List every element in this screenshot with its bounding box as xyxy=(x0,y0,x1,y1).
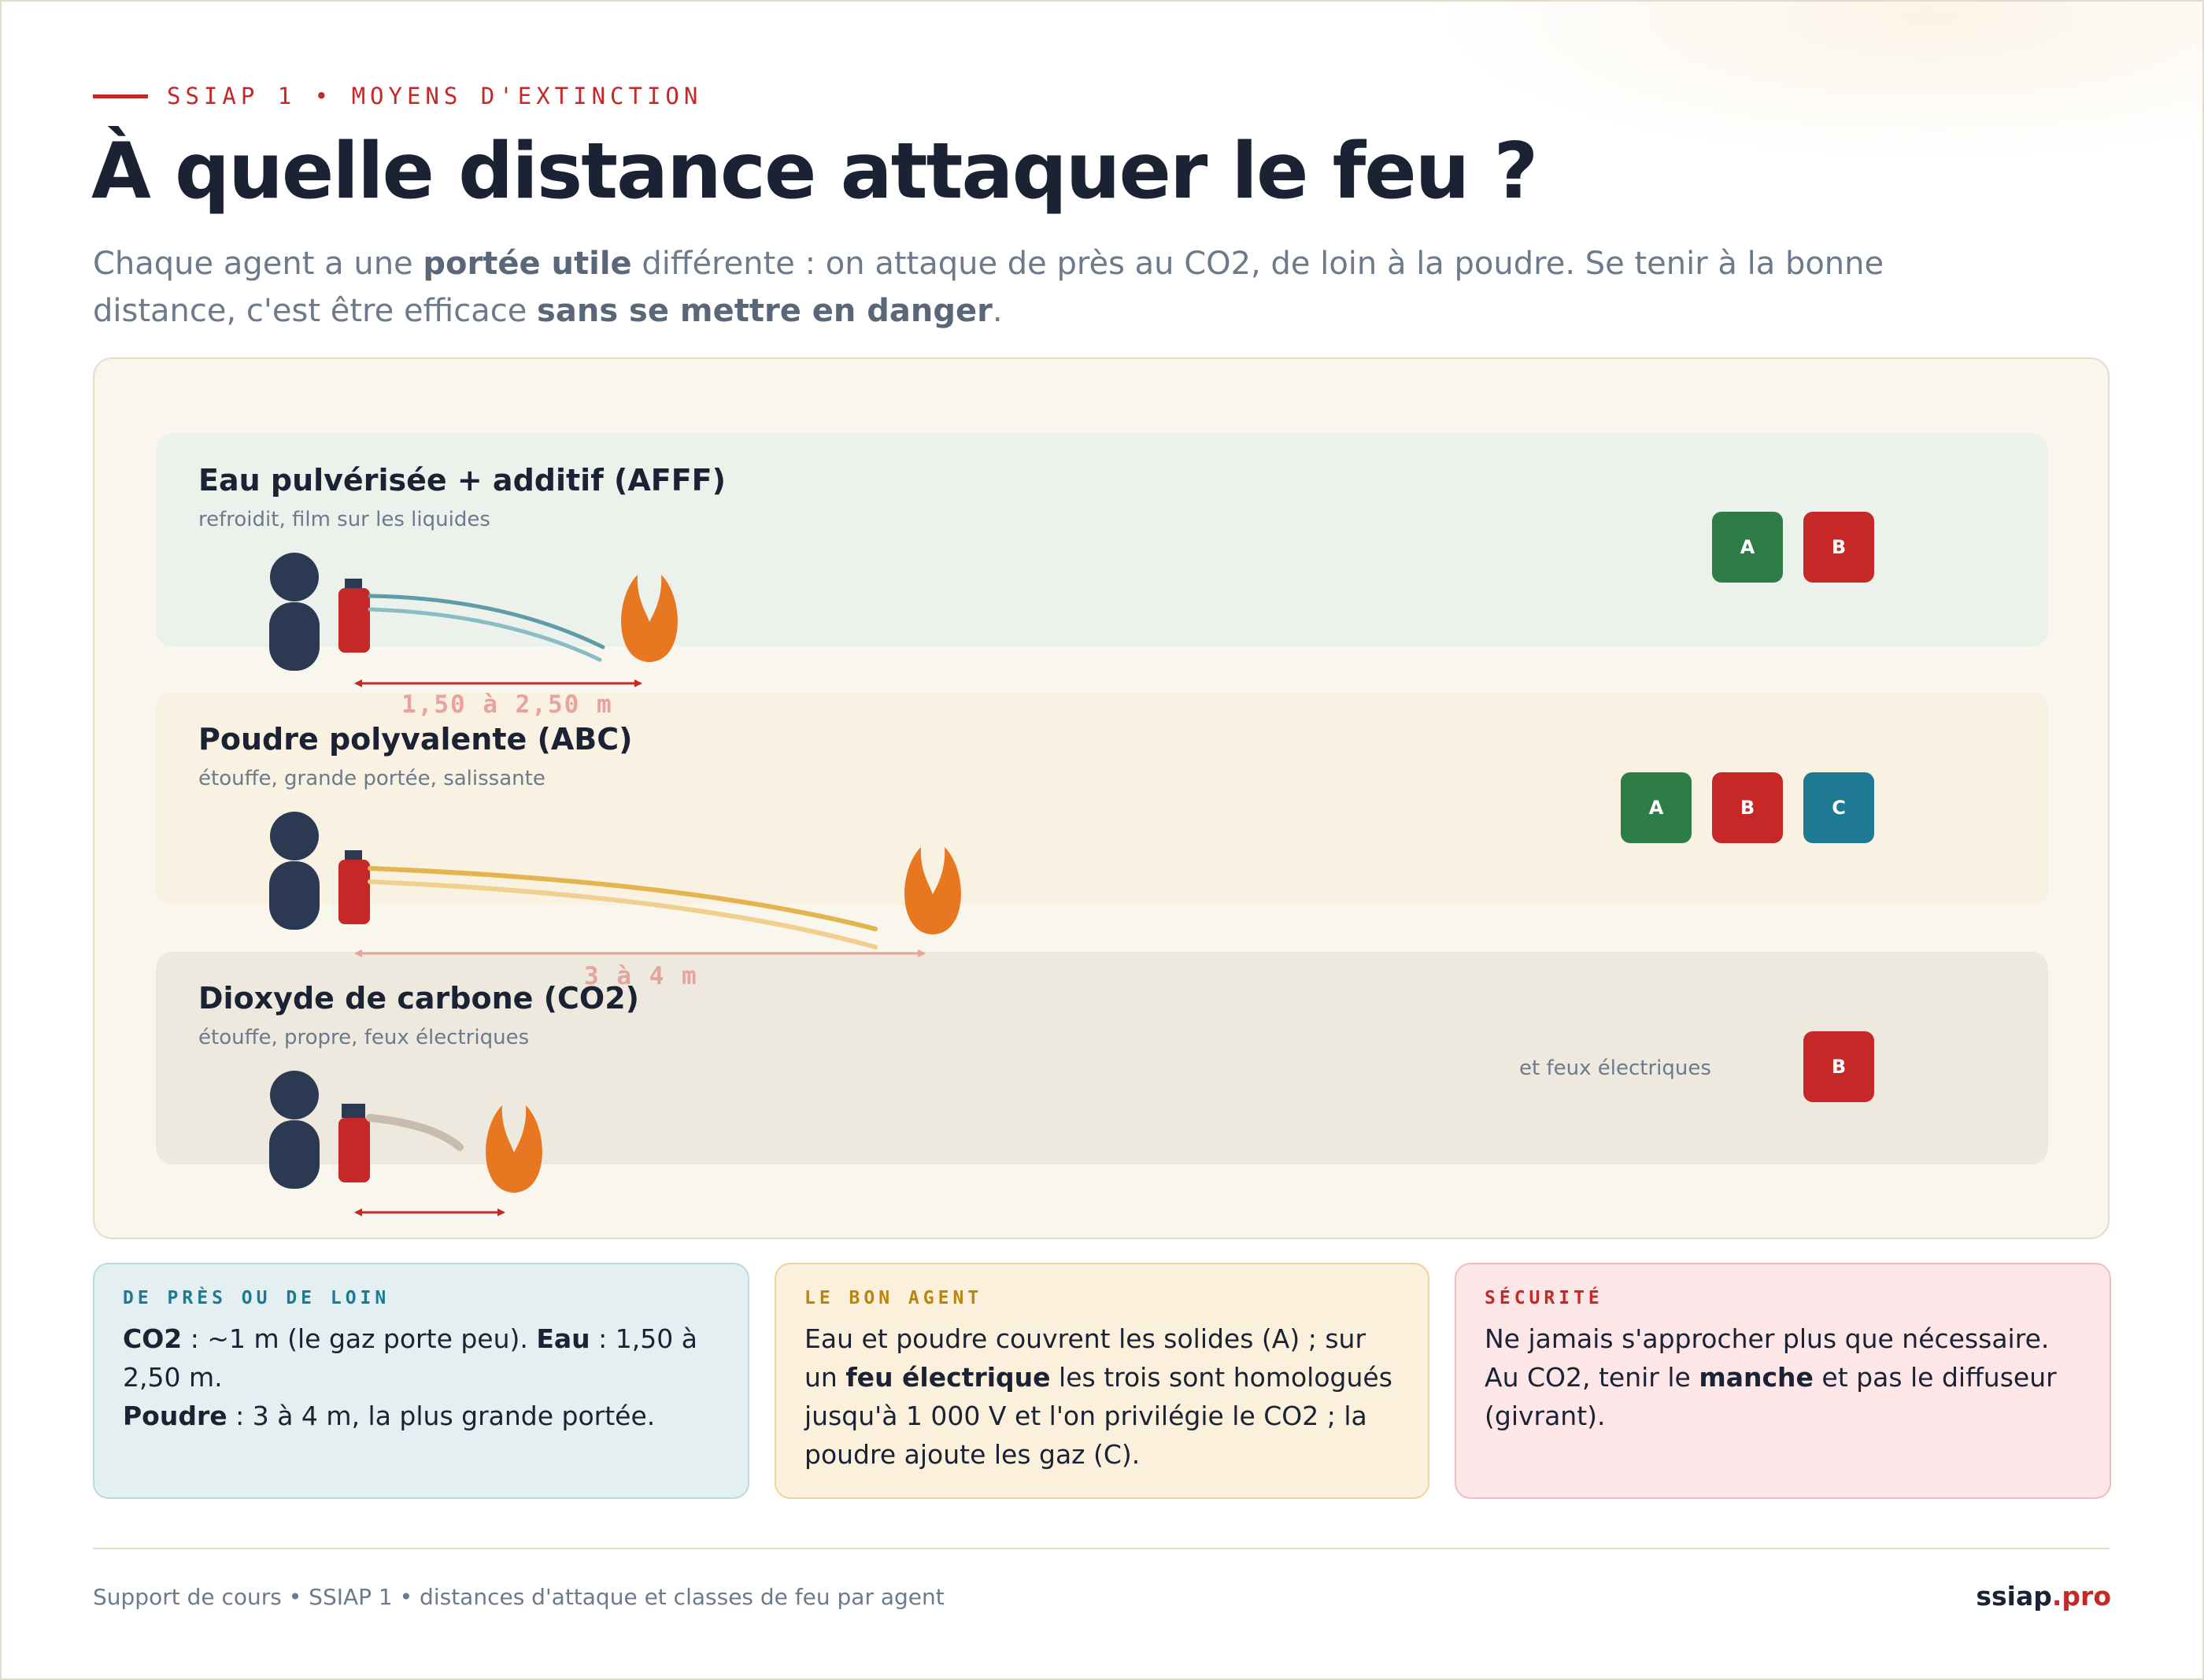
footer-divider xyxy=(93,1548,2110,1549)
card-label: SÉCURITÉ xyxy=(1485,1288,1603,1308)
agent-title-water: Eau pulvérisée + additif (AFFF) xyxy=(198,463,726,498)
brand-logo: ssiap.pro xyxy=(1976,1581,2111,1612)
agent-title-co2: Dioxyde de carbone (CO2) xyxy=(198,981,639,1016)
eyebrow-text: SSIAP 1 • MOYENS D'EXTINCTION xyxy=(167,83,703,109)
lead-text-3: . xyxy=(992,293,1003,329)
distance-label-water: 1,50 à 2,50 m xyxy=(401,690,613,719)
distance-label-powder: 3 à 4 m xyxy=(584,962,698,990)
eyebrow xyxy=(93,83,702,109)
class-badge-b: B xyxy=(1712,772,1783,843)
lead-bold-1: portée utile xyxy=(423,246,632,282)
lead-bold-2: sans se mettre en danger xyxy=(537,293,993,329)
co2-electrical-note: et feux électriques xyxy=(1519,1056,1711,1080)
eyebrow-rule xyxy=(93,94,148,98)
info-card-agent xyxy=(775,1263,1429,1499)
class-badge-b: B xyxy=(1803,512,1874,583)
card-text: Eau et poudre couvrent les solides (A) ; sur un feu électrique les trois sont homologués jusqu'à 1 000 V et l'on privilégie le CO2 ; la poudre ajoute les gaz (C). xyxy=(804,1323,1392,1470)
class-badge-a: A xyxy=(1621,772,1692,843)
lead-text-2: différente : on attaque de près au CO2, de loin à la poudre. Se tenir à la bonne distance, c'est être efficace xyxy=(93,246,1884,329)
card-label: LE BON AGENT xyxy=(804,1288,983,1308)
agent-desc-powder: étouffe, grande portée, salissante xyxy=(198,767,545,790)
info-card-distance xyxy=(93,1263,749,1499)
page-title: À quelle distance attaquer le feu ? xyxy=(91,127,1537,216)
card-label: DE PRÈS OU DE LOIN xyxy=(123,1288,390,1308)
footer-caption: Support de cours • SSIAP 1 • distances d'attaque et classes de feu par agent xyxy=(93,1584,945,1610)
agent-title-powder: Poudre polyvalente (ABC) xyxy=(198,722,633,757)
class-badge-c: C xyxy=(1803,772,1874,843)
card-text: Ne jamais s'approcher plus que nécessaire. Au CO2, tenir le manche et pas le diffuseur (givrant). xyxy=(1485,1323,2057,1431)
class-badge-b: B xyxy=(1803,1031,1874,1102)
agent-desc-water: refroidit, film sur les liquides xyxy=(198,508,490,531)
info-card-safety xyxy=(1455,1263,2111,1499)
card-text: CO2 : ~1 m (le gaz porte peu). Eau : 1,50 à 2,50 m. Poudre : 3 à 4 m, la plus grande portée. xyxy=(123,1323,697,1431)
lead-paragraph xyxy=(93,240,1998,335)
agent-desc-co2: étouffe, propre, feux électriques xyxy=(198,1026,530,1049)
lead-text-1: Chaque agent a une xyxy=(93,246,423,282)
class-badge-a: A xyxy=(1712,512,1783,583)
